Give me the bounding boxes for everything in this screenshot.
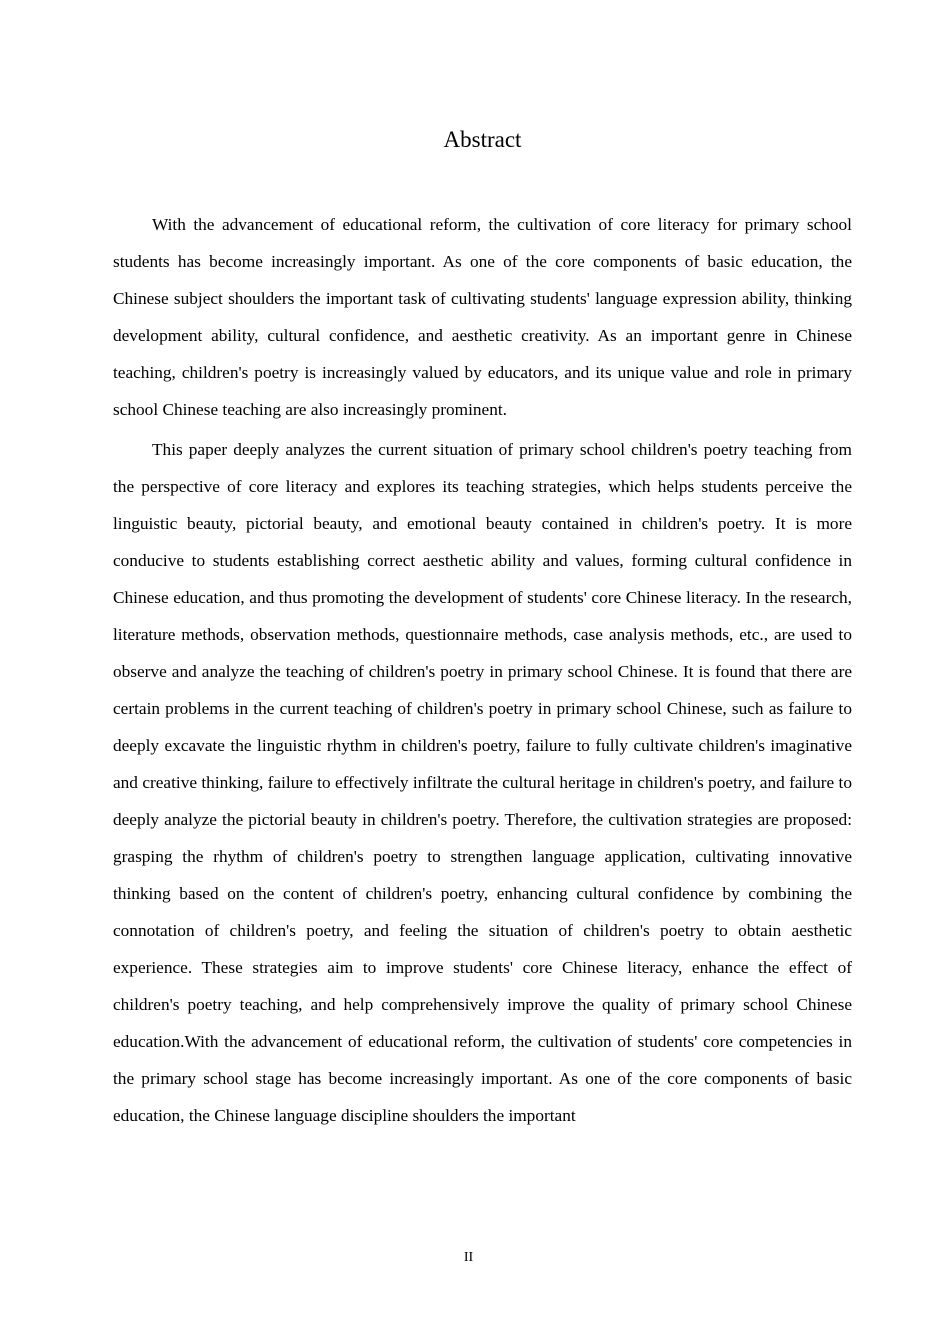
abstract-paragraph-2: This paper deeply analyzes the current situation of primary school children's poetry teaching from the perspective of core literacy and explores its teaching strategies, which helps students perceive the linguistic beauty, pictorial beauty, and emotional beauty contained in children's poetry. It is more conducive to students establishing correct aesthetic ability and values, forming cultural confidence in Chinese education, and thus promoting the development of students' core Chinese literacy. In the research, literature methods, observation methods, questionnaire methods, case analysis methods, etc., are used to observe and analyze the teaching of children's poetry in primary school Chinese. It is found that there are certain problems in the current teaching of children's poetry in primary school Chinese, such as failure to deeply excavate the linguistic rhythm in children's poetry, failure to fully cultivate children's imaginative and creative thinking, failure to effectively infiltrate the cultural heritage in children's poetry, and failure to deeply analyze the pictorial beauty in children's poetry. Therefore, the cultivation strategies are proposed: grasping the rhythm of children's poetry to strengthen language application, cultivating innovative thinking based on the content of children's poetry, enhancing cultural confidence by combining the connotation of children's poetry, and feeling the situation of children's poetry to obtain aesthetic experience. These strategies aim to improve students' core Chinese literacy, enhance the effect of children's poetry teaching, and help comprehensively improve the quality of primary school Chinese education.With the advancement of educational reform, the cultivation of students' core competencies in the primary school stage has become increasingly important. As one of the core components of basic education, the Chinese language discipline shoulders the important: [113, 440, 852, 1125]
abstract-paragraph-1: With the advancement of educational reform, the cultivation of core literacy for primary school students has become increasingly important. As one of the core components of basic education, the Chinese subject shoulders the important task of cultivating students' language expression ability, thinking development ability, cultural confidence, and aesthetic creativity. As an important genre in Chinese teaching, children's poetry is increasingly valued by educators, and its unique value and role in primary school Chinese teaching are also increasingly prominent.: [113, 215, 852, 419]
abstract-body: [113, 206, 852, 1137]
page-number: II: [463, 1250, 474, 1265]
abstract-title: Abstract: [443, 127, 522, 152]
